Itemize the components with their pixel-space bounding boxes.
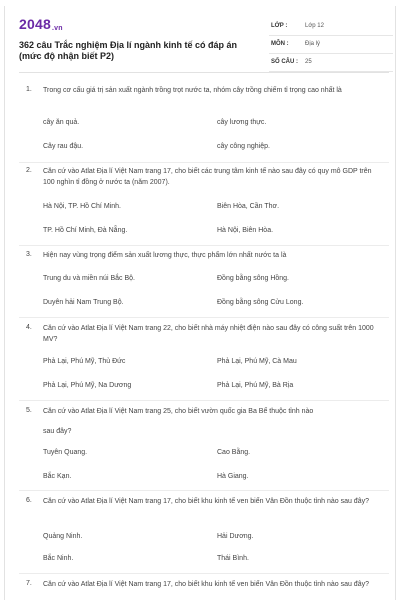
question-number: 6. bbox=[26, 497, 32, 504]
question-number: 2. bbox=[26, 167, 32, 174]
question-number: 1. bbox=[26, 86, 32, 93]
answer-option-d[interactable]: Hà Giang. bbox=[217, 473, 249, 480]
question-text: Căn cứ vào Atlat Địa lí Việt Nam trang 17, cho biết khu kinh tế ven biển Vân Đồn thuộc tỉnh nào sau đây? bbox=[43, 581, 369, 588]
logo-text: 2048 bbox=[19, 16, 51, 32]
question-divider bbox=[19, 490, 389, 491]
header-divider bbox=[19, 72, 389, 73]
meta-label: SỐ CÂU : bbox=[271, 59, 298, 65]
answer-option-a[interactable]: cây ăn quả. bbox=[43, 119, 80, 126]
answer-option-c[interactable]: Bắc Ninh. bbox=[43, 555, 74, 562]
answer-option-c[interactable]: TP. Hồ Chí Minh, Đà Nẵng. bbox=[43, 227, 128, 234]
question-text: Hiện nay vùng trọng điểm sản xuất lương thực, thực phẩm lớn nhất nước ta là bbox=[43, 252, 287, 259]
question-text: Căn cứ vào Atlat Địa lí Việt Nam trang 17, cho biết khu kinh tế ven biển Vân Đồn thuộc tỉnh nào sau đây? bbox=[43, 498, 369, 505]
answer-option-a[interactable]: Trung du và miền núi Bắc Bộ. bbox=[43, 275, 135, 282]
answer-option-d[interactable]: Thái Bình. bbox=[217, 555, 249, 562]
worksheet-meta bbox=[269, 18, 393, 72]
question-number: 5. bbox=[26, 407, 32, 414]
answer-option-b[interactable]: Biên Hòa, Cần Thơ. bbox=[217, 203, 280, 210]
question-text: Căn cứ vào Atlat Địa lí Việt Nam trang 25, cho biết vườn quốc gia Ba Bể thuộc tỉnh nào bbox=[43, 408, 314, 415]
question-text: Căn cứ vào Atlat Địa lí Việt Nam trang 17, cho biết các trung tâm kinh tế nào sau đây có quy mô GDP trên 100 nghìn tỉ đồng ở nước ta (năm 2007). bbox=[43, 168, 372, 186]
meta-row-class bbox=[269, 18, 393, 36]
answer-option-b[interactable]: Phả Lại, Phú Mỹ, Cà Mau bbox=[217, 358, 297, 365]
answer-option-c[interactable]: Cây rau đậu. bbox=[43, 143, 84, 150]
site-logo[interactable] bbox=[19, 16, 63, 32]
answer-option-d[interactable]: cây công nghiệp. bbox=[217, 143, 270, 150]
meta-row-subject bbox=[269, 36, 393, 54]
answer-option-c[interactable]: Bắc Kạn. bbox=[43, 473, 72, 480]
question-number: 3. bbox=[26, 251, 32, 258]
meta-label: LỚP : bbox=[271, 23, 288, 29]
worksheet-page bbox=[4, 6, 396, 600]
answer-option-b[interactable]: cây lương thực. bbox=[217, 119, 267, 126]
question-divider bbox=[19, 400, 389, 401]
question-number: 4. bbox=[26, 324, 32, 331]
answer-option-a[interactable]: Hà Nội, TP. Hồ Chí Minh. bbox=[43, 203, 121, 210]
answer-option-c[interactable]: Phả Lại, Phú Mỹ, Na Dương bbox=[43, 382, 132, 389]
question-divider bbox=[19, 317, 389, 318]
meta-value: Lớp 12 bbox=[305, 23, 324, 29]
logo-suffix: .vn bbox=[51, 25, 63, 32]
answer-option-a[interactable]: Tuyên Quang. bbox=[43, 449, 88, 456]
meta-value: Địa lý bbox=[305, 41, 321, 47]
question-number: 7. bbox=[26, 580, 32, 587]
meta-label: MÔN : bbox=[271, 41, 289, 47]
document-title: 362 câu Trắc nghiệm Địa lí ngành kinh tế có đáp án (mức độ nhận biết P2) bbox=[19, 40, 238, 61]
question-divider bbox=[19, 573, 389, 574]
answer-option-d[interactable]: Phả Lại, Phú Mỹ, Bà Rịa bbox=[217, 382, 294, 389]
question-text: Căn cứ vào Atlat Địa lí Việt Nam trang 22, cho biết nhà máy nhiệt điện nào sau đây có công suất trên 1000 MV? bbox=[43, 325, 374, 343]
answer-option-b[interactable]: Cao Bằng. bbox=[217, 449, 251, 456]
answer-option-b[interactable]: Hải Dương. bbox=[217, 533, 254, 540]
worksheet-header bbox=[19, 16, 389, 68]
meta-row-count bbox=[269, 54, 393, 72]
question-divider bbox=[19, 162, 389, 163]
meta-value: 25 bbox=[305, 59, 312, 65]
answer-option-b[interactable]: Đồng bằng sông Hồng. bbox=[217, 275, 289, 282]
answer-option-d[interactable]: Hà Nội, Biên Hòa. bbox=[217, 227, 274, 234]
answer-option-d[interactable]: Đồng bằng sông Cửu Long. bbox=[217, 299, 304, 306]
answer-option-a[interactable]: Phả Lại, Phú Mỹ, Thủ Đức bbox=[43, 358, 126, 365]
question-text: Trong cơ cấu giá trị sản xuất ngành trồng trọt nước ta, nhóm cây trồng chiếm tỉ trọng cao nhất là bbox=[43, 87, 342, 94]
question-text-continued: sau đây? bbox=[43, 428, 72, 435]
answer-option-a[interactable]: Quảng Ninh. bbox=[43, 533, 83, 540]
answer-option-c[interactable]: Duyên hải Nam Trung Bộ. bbox=[43, 299, 124, 306]
question-divider bbox=[19, 245, 389, 246]
